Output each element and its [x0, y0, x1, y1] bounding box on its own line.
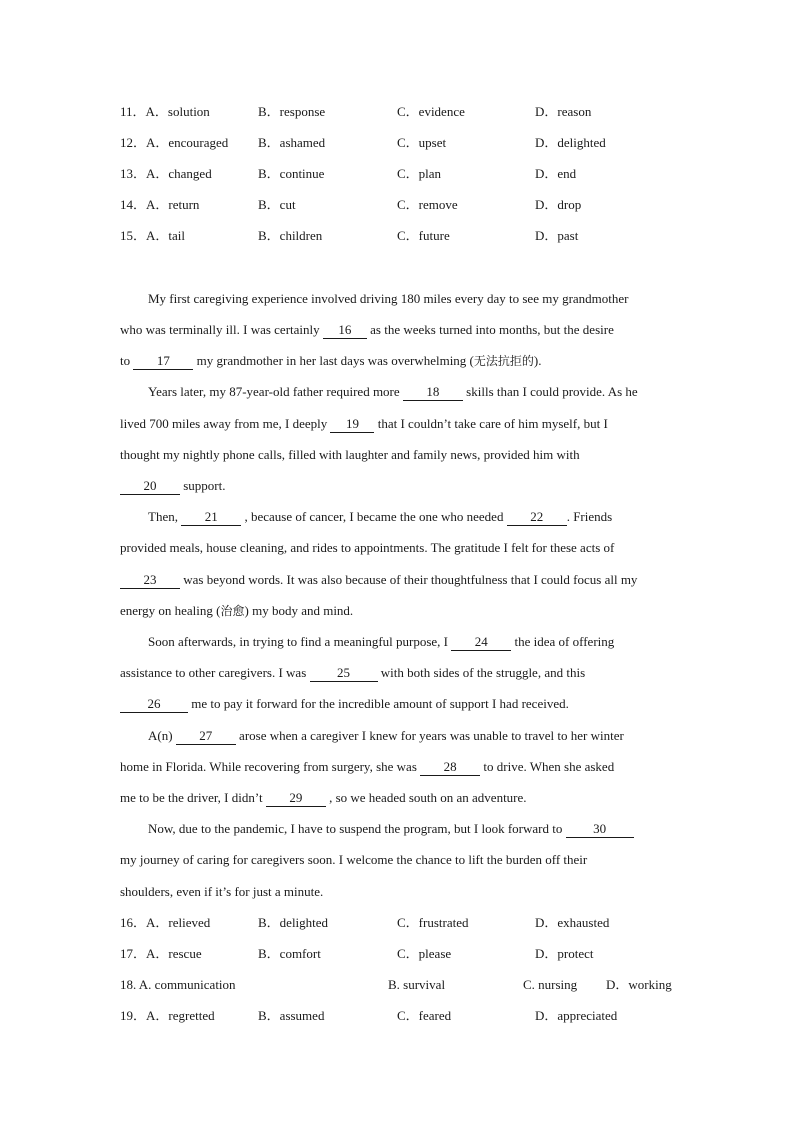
passage-line: to 17 my grandmother in her last days was overwhelming (无法抗拒的).: [120, 353, 542, 368]
passage-line: A(n) 27 arose when a caregiver I knew for years was unable to travel to her winter: [148, 728, 624, 743]
option-b: B. survival: [388, 977, 446, 992]
passage-line: my journey of caring for caregivers soon. I welcome the chance to lift the burden off their: [120, 852, 588, 867]
passage-line: Years later, my 87-year-old father required more 18 skills than I could provide. As he: [148, 384, 638, 399]
passage-line: 20 support.: [120, 476, 676, 496]
option-a: 11．A．solution: [120, 104, 210, 119]
blank-19: 19: [330, 416, 374, 433]
blank-27: 27: [176, 728, 236, 745]
option-d: D．reason: [535, 104, 592, 119]
blank-29: 29: [266, 790, 326, 807]
option-c: C．future: [397, 228, 450, 243]
blank-25: 25: [310, 665, 378, 682]
option-b: B．delighted: [258, 915, 329, 930]
passage-line: home in Florida. While recovering from surgery, she was 28 to drive. When she asked: [120, 759, 615, 774]
option-c: C．evidence: [397, 104, 465, 119]
option-b: B．continue: [258, 166, 325, 181]
passage-line: provided meals, house cleaning, and rides to appointments. The gratitude I felt for these acts of: [120, 540, 615, 555]
option-d: D．working: [606, 977, 672, 992]
option-b: B．assumed: [258, 1008, 325, 1023]
blank-30: 30: [566, 821, 634, 838]
option-d: D．delighted: [535, 135, 606, 150]
passage-line: thought my nightly phone calls, filled with laughter and family news, provided him with: [120, 447, 580, 462]
blank-20: 20: [120, 478, 180, 495]
option-b: B．response: [258, 104, 326, 119]
passage-line: 26 me to pay it forward for the incredible amount of support I had received.: [120, 694, 676, 714]
option-c: C．please: [397, 946, 452, 961]
option-c: C．feared: [397, 1008, 452, 1023]
option-b: B．children: [258, 228, 323, 243]
option-d: D．drop: [535, 197, 582, 212]
blank-24: 24: [451, 634, 511, 651]
passage-line: me to be the driver, I didn’t 29 , so we headed south on an adventure.: [120, 790, 527, 805]
option-d: D．past: [535, 228, 579, 243]
passage-line: Then, 21 , because of cancer, I became the one who needed 22 . Friends: [148, 509, 613, 524]
blank-26: 26: [120, 696, 188, 713]
option-b: B．ashamed: [258, 135, 326, 150]
option-d: D．protect: [535, 946, 594, 961]
blank-16: 16: [323, 322, 367, 339]
blank-23: 23: [120, 572, 180, 589]
option-a: 14．A．return: [120, 197, 200, 212]
option-a: 13．A．changed: [120, 166, 212, 181]
option-c: C．plan: [397, 166, 442, 181]
option-a: 17．A．rescue: [120, 946, 202, 961]
option-c: C．upset: [397, 135, 447, 150]
passage-line: shoulders, even if it’s for just a minute.: [120, 884, 324, 899]
option-c: C．frustrated: [397, 915, 469, 930]
passage-line: who was terminally ill. I was certainly 16 as the weeks turned into months, but the desire: [120, 322, 614, 337]
passage-line: assistance to other caregivers. I was 25 with both sides of the struggle, and this: [120, 665, 586, 680]
option-a: 12．A．encouraged: [120, 135, 229, 150]
blank-21: 21: [181, 509, 241, 526]
passage-line: energy on healing (治愈) my body and mind.: [120, 603, 354, 618]
option-a: 16．A．relieved: [120, 915, 211, 930]
passage-line: My first caregiving experience involved driving 180 miles every day to see my grandmother: [148, 291, 629, 306]
option-a: 19．A．regretted: [120, 1008, 215, 1023]
blank-28: 28: [420, 759, 480, 776]
blank-17: 17: [133, 353, 193, 370]
passage-line: 23 was beyond words. It was also because of their thoughtfulness that I could focus all my: [120, 570, 676, 590]
passage-line: lived 700 miles away from me, I deeply 19 that I couldn’t take care of him myself, but I: [120, 416, 608, 431]
option-d: D．appreciated: [535, 1008, 618, 1023]
passage-line: Now, due to the pandemic, I have to suspend the program, but I look forward to 30: [148, 819, 676, 839]
option-a: 15．A．tail: [120, 228, 185, 243]
option-b: B．comfort: [258, 946, 321, 961]
blank-18: 18: [403, 384, 463, 401]
option-c: C．remove: [397, 197, 458, 212]
option-a: 18. A. communication: [120, 977, 236, 992]
blank-22: 22: [507, 509, 567, 526]
option-d: D．exhausted: [535, 915, 610, 930]
passage-line: Soon afterwards, in trying to find a meaningful purpose, I 24 the idea of offering: [148, 634, 615, 649]
option-b: B．cut: [258, 197, 296, 212]
option-c: C. nursing: [523, 977, 578, 992]
option-d: D．end: [535, 166, 577, 181]
